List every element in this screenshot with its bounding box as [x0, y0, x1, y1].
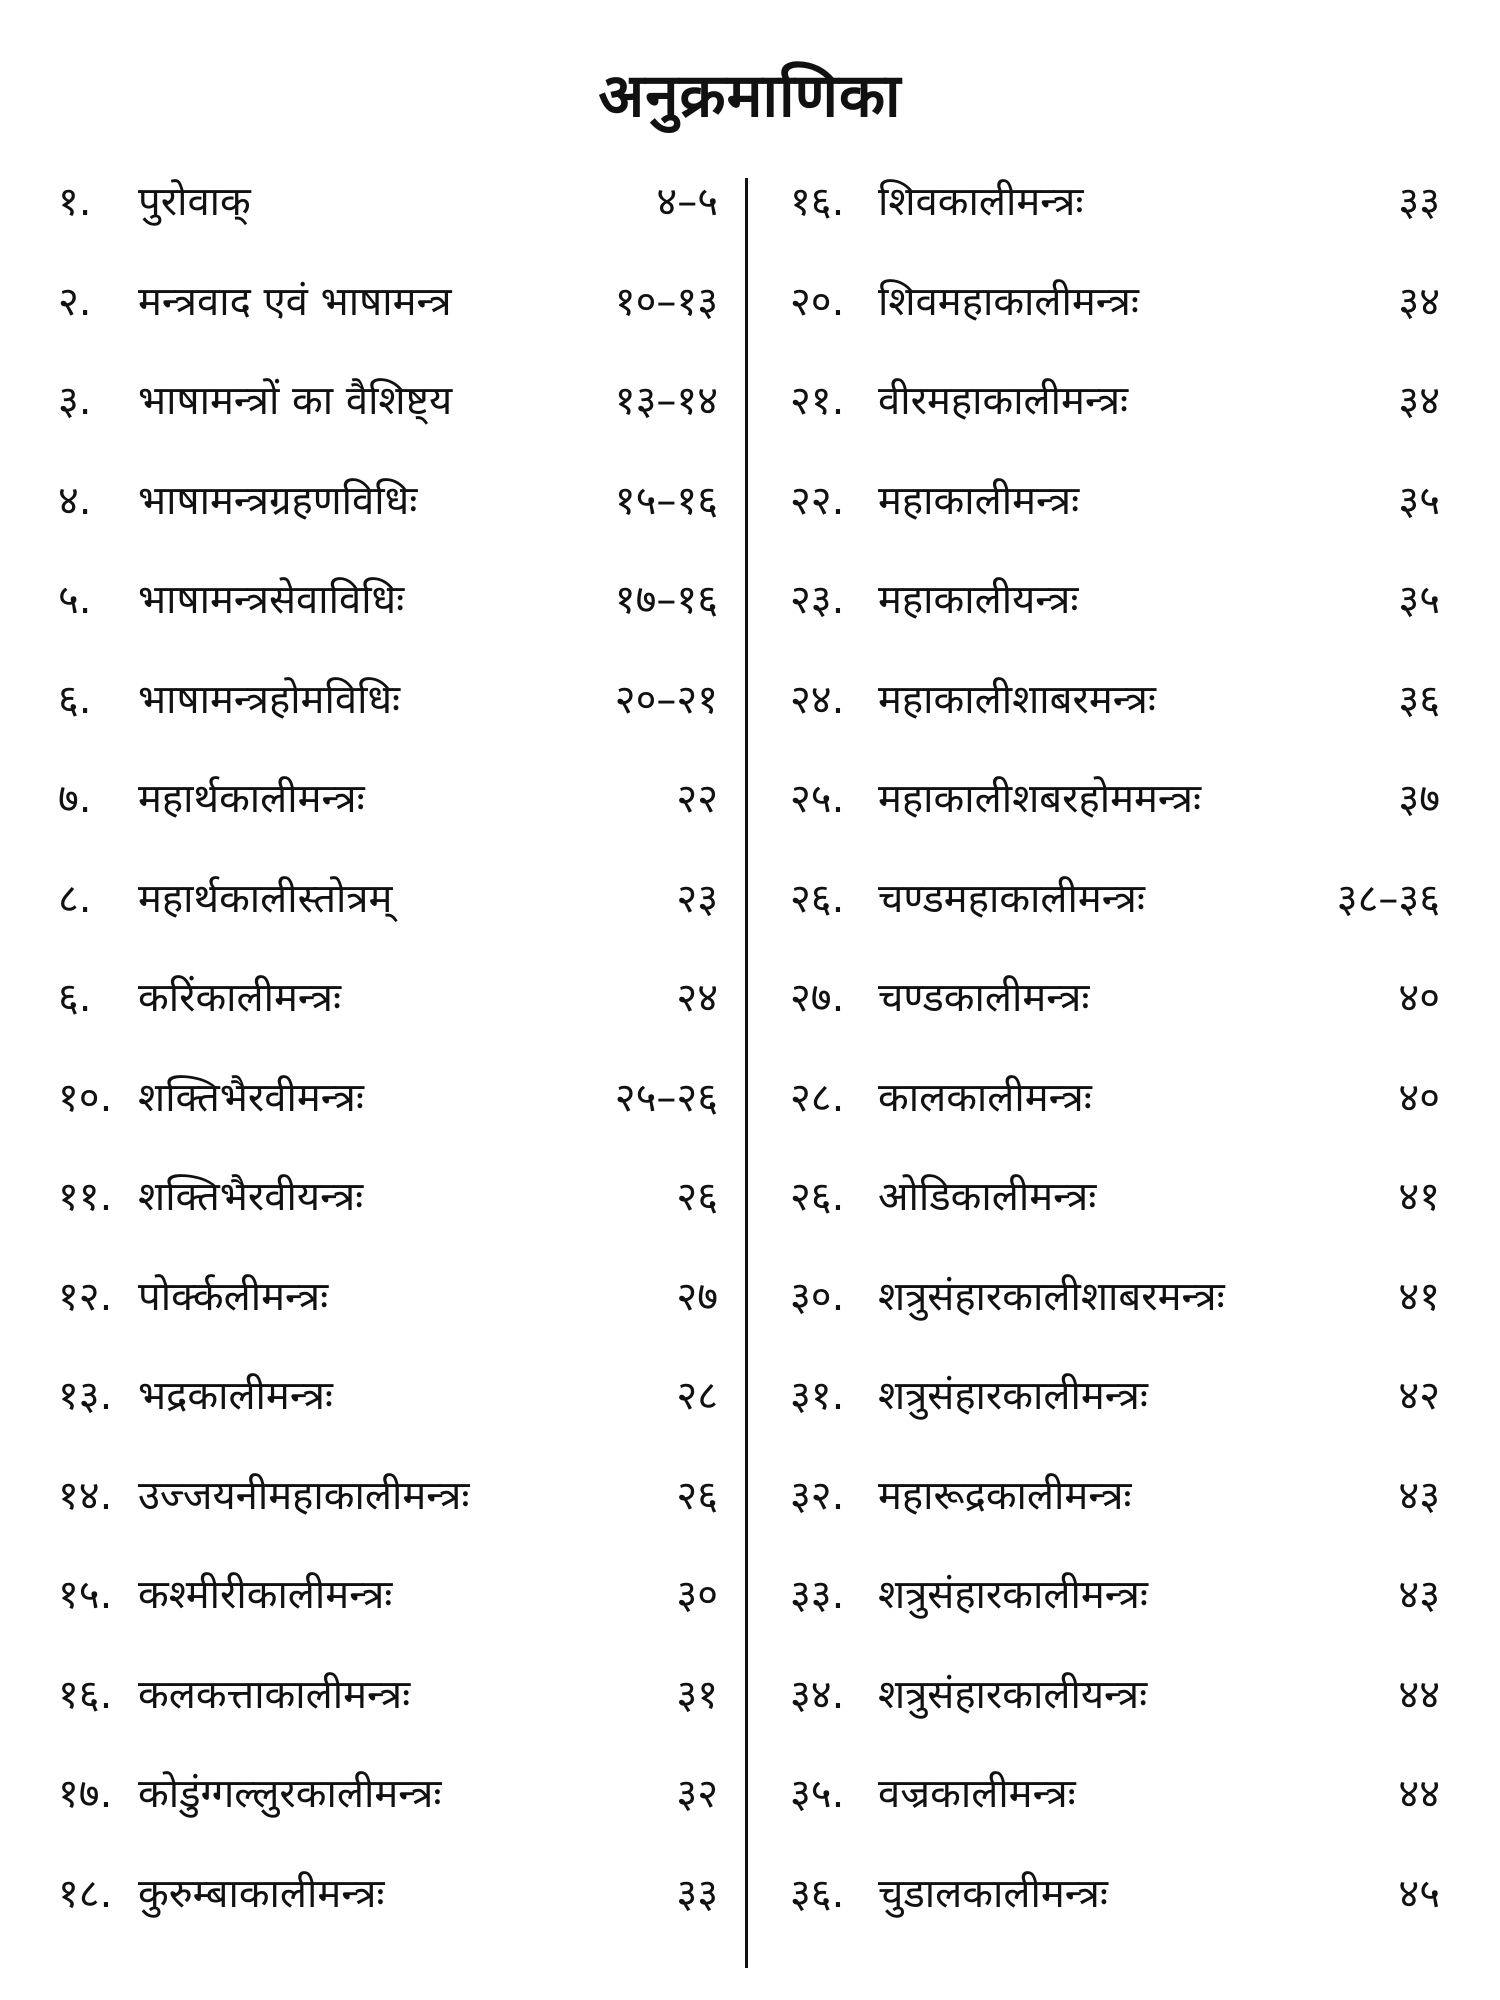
entry-number: १६. [790, 179, 845, 225]
entry-number: ३६. [790, 1870, 845, 1917]
entry-number: १७. [58, 1771, 113, 1817]
entry-number: ३०. [790, 1273, 845, 1320]
index-entry [790, 670, 1440, 770]
entry-title: चण्डमहाकालीमन्त्रः [878, 875, 1145, 922]
entry-title: महाकालीशबरहोममन्त्रः [878, 776, 1202, 822]
entry-title: पुरोवाक् [138, 179, 251, 225]
entry-page-number: १५–१६ [614, 477, 718, 524]
entry-number: १३. [58, 1373, 113, 1419]
entry-number: ४. [58, 477, 92, 524]
index-entry [790, 1068, 1440, 1168]
entry-number: २६. [790, 875, 845, 922]
entry-title: भद्रकालीमन्त्रः [138, 1373, 333, 1419]
index-entry [790, 1764, 1440, 1864]
entry-number: १२. [58, 1273, 113, 1320]
entry-page-number: ४१ [1398, 1273, 1440, 1320]
column-divider [745, 178, 748, 1968]
entry-title: महाकालीमन्त्रः [878, 477, 1080, 524]
index-entry [58, 1864, 718, 1964]
entry-page-number: २३ [676, 875, 718, 922]
index-entry [790, 371, 1440, 471]
entry-title: शक्तिभैरवीयन्त्रः [138, 1174, 364, 1220]
entry-number: ३२. [790, 1472, 845, 1519]
entry-page-number: ३२ [676, 1771, 718, 1817]
entry-title: महाकालीयन्त्रः [878, 577, 1079, 623]
entry-page-number: ३३ [1398, 179, 1440, 225]
entry-page-number: ४–५ [656, 179, 718, 225]
index-entry [58, 1665, 718, 1765]
entry-title: करिंकालीमन्त्रः [138, 975, 342, 1021]
index-column-right [790, 172, 1440, 1963]
entry-title: भाषामन्त्रों का वैशिष्ट्य [138, 378, 453, 424]
index-entry [58, 1068, 718, 1168]
entry-title: पोर्क्कलीमन्त्रः [138, 1273, 329, 1320]
entry-title: शिवमहाकालीमन्त्रः [878, 278, 1139, 325]
entry-page-number: १३–१४ [614, 378, 718, 424]
entry-page-number: ४४ [1398, 1771, 1440, 1817]
entry-number: ११. [58, 1174, 113, 1220]
entry-number: ३३. [790, 1572, 845, 1618]
entry-page-number: ३६ [1398, 676, 1440, 723]
entry-page-number: ४२ [1398, 1373, 1440, 1419]
entry-number: २०. [790, 278, 845, 325]
index-entry [58, 371, 718, 471]
entry-number: ३१. [790, 1373, 845, 1419]
entry-page-number: ४० [1398, 1074, 1440, 1121]
entry-number: २८. [790, 1074, 845, 1121]
entry-title: वीरमहाकालीमन्त्रः [878, 378, 1129, 424]
entry-title: चण्डकालीमन्त्रः [878, 975, 1090, 1021]
entry-number: १८. [58, 1870, 113, 1917]
entry-number: ८. [58, 875, 92, 922]
index-column-left [58, 172, 718, 1963]
entry-title: भाषामन्त्रग्रहणविधिः [138, 477, 418, 524]
entry-page-number: २८ [676, 1373, 718, 1419]
entry-title: कलकत्ताकालीमन्त्रः [138, 1671, 411, 1718]
index-entry [790, 1565, 1440, 1665]
entry-page-number: १०–१३ [614, 278, 718, 325]
entry-page-number: ३४ [1398, 278, 1440, 325]
entry-title: महारूद्रकालीमन्त्रः [878, 1472, 1132, 1519]
entry-page-number: ४३ [1398, 1572, 1440, 1618]
entry-number: ३. [58, 378, 92, 424]
entry-number: १६. [58, 1671, 113, 1718]
entry-page-number: २५–२६ [614, 1074, 718, 1121]
entry-page-number: २४ [676, 975, 718, 1021]
entry-page-number: ३३ [676, 1870, 718, 1917]
index-entry [790, 570, 1440, 670]
entry-number: ७. [58, 776, 92, 822]
entry-title: ओडिकालीमन्त्रः [878, 1174, 1097, 1220]
entry-page-number: ३१ [676, 1671, 718, 1718]
entry-page-number: ४३ [1398, 1472, 1440, 1519]
entry-title: कालकालीमन्त्रः [878, 1074, 1092, 1121]
entry-title: शत्रुसंहारकालीशाबरमन्त्रः [878, 1273, 1225, 1320]
entry-number: ६. [58, 975, 92, 1021]
entry-page-number: २०–२१ [614, 676, 718, 723]
entry-page-number: ३५ [1398, 477, 1440, 524]
index-entry [58, 1466, 718, 1566]
entry-title: शत्रुसंहारकालीयन्त्रः [878, 1671, 1148, 1718]
index-entry [58, 1764, 718, 1864]
entry-page-number: २६ [676, 1174, 718, 1220]
entry-title: शक्तिभैरवीमन्त्रः [138, 1074, 364, 1121]
entry-number: १४. [58, 1472, 113, 1519]
index-entry [58, 1366, 718, 1466]
entry-number: २४. [790, 676, 845, 723]
entry-number: २. [58, 278, 92, 325]
entry-page-number: २६ [676, 1472, 718, 1519]
entry-number: ३४. [790, 1671, 845, 1718]
entry-number: २५. [790, 776, 845, 822]
entry-number: १०. [58, 1074, 113, 1121]
index-entry [790, 1366, 1440, 1466]
entry-number: ३५. [790, 1771, 845, 1817]
index-entry [790, 272, 1440, 372]
entry-number: २६. [790, 1174, 845, 1220]
entry-page-number: ३५ [1398, 577, 1440, 623]
entry-page-number: २७ [676, 1273, 718, 1320]
entry-page-number: ३० [676, 1572, 718, 1618]
entry-title: शिवकालीमन्त्रः [878, 179, 1084, 225]
index-entry [58, 968, 718, 1068]
entry-title: कुरुम्बाकालीमन्त्रः [138, 1870, 385, 1917]
entry-page-number: २२ [676, 776, 718, 822]
entry-number: १५. [58, 1572, 113, 1618]
index-entry [790, 172, 1440, 272]
entry-title: शत्रुसंहारकालीमन्त्रः [878, 1572, 1148, 1618]
entry-title: महार्थकालीस्तोत्रम् [138, 875, 393, 922]
entry-title: कोडुंग्गल्लुरकालीमन्त्रः [138, 1771, 442, 1817]
index-entry [58, 272, 718, 372]
entry-page-number: ३८–३६ [1336, 875, 1440, 922]
entry-number: ५. [58, 577, 92, 623]
index-entry [790, 1466, 1440, 1566]
index-entry [790, 471, 1440, 571]
entry-number: २१. [790, 378, 845, 424]
index-entry [58, 172, 718, 272]
entry-title: कश्मीरीकालीमन्त्रः [138, 1572, 393, 1618]
index-entry [58, 1267, 718, 1367]
index-entry [790, 769, 1440, 869]
entry-title: चुडालकालीमन्त्रः [878, 1870, 1108, 1917]
entry-title: वज्रकालीमन्त्रः [878, 1771, 1076, 1817]
entry-number: २७. [790, 975, 845, 1021]
entry-title: भाषामन्त्रहोमविधिः [138, 676, 401, 723]
entry-title: उज्जयनीमहाकालीमन्त्रः [138, 1472, 470, 1519]
index-entry [790, 1267, 1440, 1367]
entry-title: भाषामन्त्रसेवाविधिः [138, 577, 405, 623]
entry-page-number: ४५ [1398, 1870, 1440, 1917]
index-entry [790, 1665, 1440, 1765]
entry-number: १. [58, 179, 92, 225]
index-entry [58, 471, 718, 571]
index-entry [58, 1565, 718, 1665]
index-entry [58, 769, 718, 869]
entry-title: महाकालीशाबरमन्त्रः [878, 676, 1156, 723]
index-entry [790, 968, 1440, 1068]
index-entry [790, 869, 1440, 969]
entry-page-number: ४४ [1398, 1671, 1440, 1718]
entry-page-number: १७–१६ [614, 577, 718, 623]
index-entry [58, 570, 718, 670]
entry-page-number: ३४ [1398, 378, 1440, 424]
index-entry [58, 1167, 718, 1267]
entry-title: शत्रुसंहारकालीमन्त्रः [878, 1373, 1148, 1419]
entry-title: महार्थकालीमन्त्रः [138, 776, 365, 822]
entry-title: मन्त्रवाद एवं भाषामन्त्र [138, 278, 452, 325]
entry-number: २३. [790, 577, 845, 623]
index-entry [58, 670, 718, 770]
entry-page-number: ३७ [1398, 776, 1440, 822]
entry-number: ६. [58, 676, 92, 723]
index-entry [790, 1167, 1440, 1267]
entry-page-number: ४१ [1398, 1174, 1440, 1220]
entry-page-number: ४० [1398, 975, 1440, 1021]
page-title: अनुक्रमाणिका [598, 61, 902, 131]
index-entry [58, 869, 718, 969]
index-entry [790, 1864, 1440, 1964]
entry-number: २२. [790, 477, 845, 524]
